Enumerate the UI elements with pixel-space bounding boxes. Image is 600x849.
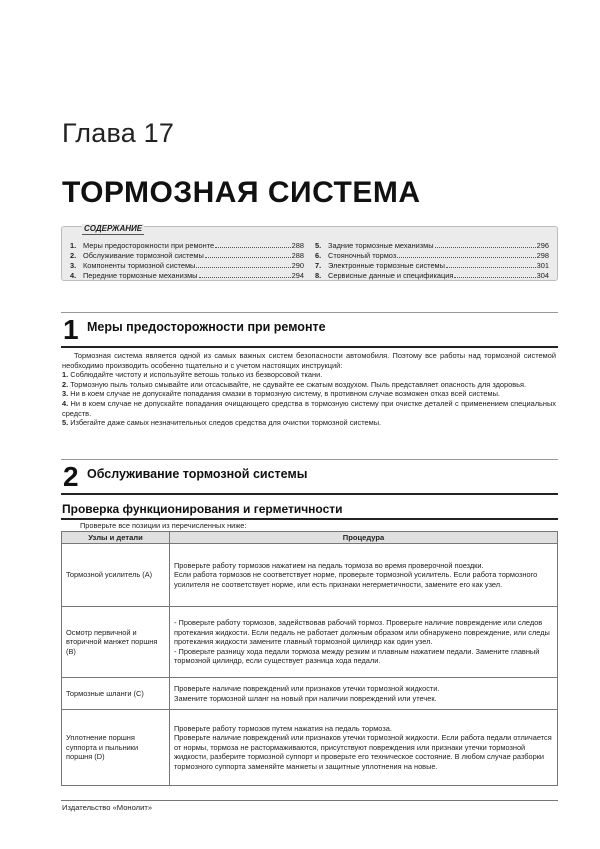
table-header-row [62,532,558,544]
toc-right-column [315,241,549,281]
toc-item-number: 7. [315,261,322,270]
toc-item-label: Обслуживание тормозной системы [83,251,204,260]
toc-item-label: Компоненты тормозной системы [83,261,196,270]
toc-item-label: Передние тормозные механизмы [83,271,198,280]
publisher-footer: Издательство «Монолит» [62,803,153,812]
toc-item-page: 301 [536,261,549,270]
chapter-label: Глава 17 [62,118,175,148]
part-cell: Тормозные шланги (C) [62,678,170,710]
section-rule [61,346,558,348]
procedure-line: - Проверьте разницу хода педали тормоза между резким и плавным нажатием педали. Замените главный тормозной цилиндр, если существует разница хода педали. [174,646,540,666]
precautions-list [62,370,556,428]
precaution-number: 5. [62,418,69,428]
procedure-cell [170,678,558,710]
procedure-line: - Проверьте работу тормозов, задействовав рабочий тормоз. Проверьте наличие повреждение или следов протекания жидкости. Если педаль не работает должным образом или обнаружено повреждение, или следы протекания жидкости замените главный тормозной цилиндр как один узел. [174,618,550,647]
section-1-intro: Тормозная система является одной из самых важных систем безопасности автомобиля. Поэтому все работы над тормозной системой необходимо производить особенно тщательно и с учетом настоящих инструкций: [62,351,556,370]
toc-item [70,251,304,261]
section-divider [61,312,558,313]
table-row [62,710,558,786]
toc-item-number: 3. [70,261,77,270]
toc-item-page: 288 [291,241,304,250]
toc-item-page: 298 [536,251,549,260]
toc-item [70,241,304,251]
part-cell: Уплотнение поршня суппорта и пыльники поршня (D) [62,710,170,786]
procedure-line: Проверьте работу тормозов путем нажатия на педаль тормоза. [174,723,392,733]
precaution-number: 4. [62,398,69,408]
toc-leader-dots [215,241,291,248]
section-title: Меры предосторожности при ремонте [87,320,326,334]
precaution-item [62,389,556,399]
part-cell: Осмотр первичной и вторичной манжет поршня (B) [62,607,170,678]
part-cell: Тормозной усилитель (A) [62,544,170,607]
toc-item-number: 4. [70,271,77,280]
toc-leader-dots [454,271,535,278]
precaution-text: Ни в коем случае не допускайте попадания очищающего средства в тормозную систему при очистке деталей с применением специальных средств. [62,398,556,418]
precaution-number: 3. [62,389,69,399]
procedure-line: Если работа тормозов не соответствует норме, проверьте тормозной усилитель. Если работа тормозного усилителя не соответствует норме, или есть признаки негерметичности, замените его как узел. [174,570,538,589]
toc-item-page: 294 [291,271,304,280]
section-title: Обслуживание тормозной системы [87,467,308,481]
toc-left-column [70,241,304,281]
toc-item [70,271,304,281]
precaution-item [62,418,556,428]
subsection-rule [61,518,558,520]
section-number: 1 [63,314,79,345]
procedure-line: Проверьте наличие повреждений или признаков утечки тормозной жидкости. Если работа педали отличается от нормы, тормоза не растормаживаются, присутствуют повреждения или признаки утечки тормозной жидкости, разберите тормозной суппорт и проверьте его техническое состояние. В любом случае разборки тормозного суппорта заменяйте манжеты и защитные уплотнения на новые. [174,733,552,771]
toc-item-number: 2. [70,251,77,260]
precaution-text: Избегайте даже самых незначительных следов средства для очистки тормозной системы. [70,418,382,428]
column-header-procedure: Процедура [170,532,558,544]
toc-item [315,251,549,261]
precaution-number: 1. [62,370,69,380]
toc-item-page: 296 [536,241,549,250]
toc-item [315,241,549,251]
section-number: 2 [63,461,79,492]
toc-leader-dots [196,261,290,268]
table-row [62,678,558,710]
procedure-line: Проверьте наличие повреждений или признаков утечки тормозной жидкости. [174,684,440,693]
procedure-cell [170,544,558,607]
toc-heading: СОДЕРЖАНИЕ [84,224,143,233]
precaution-item [62,380,556,390]
toc-item-label: Меры предосторожности при ремонте [83,241,215,250]
table-intro: Проверьте все позиции из перечисленных ниже: [80,521,247,530]
toc-item-page: 290 [291,261,304,270]
precaution-item [62,399,556,418]
toc-item-number: 1. [70,241,77,250]
precaution-text: Тормозную пыль только смывайте или отсасывайте, не сдувайте ее сжатым воздухом. Пыль представляет опасность для здоровья. [70,379,527,389]
toc-item-label: Электронные тормозные системы [328,261,445,270]
toc-item-label: Сервисные данные и спецификация [328,271,454,280]
toc-item-page: 304 [536,271,549,280]
toc-item-label: Стояночный тормоз [328,251,397,260]
table-row [62,544,558,607]
section-1-body [62,351,556,428]
toc-leader-dots [446,261,536,268]
toc-item-number: 6. [315,251,322,260]
precaution-item [62,370,556,380]
footer-rule [61,800,558,801]
toc-box [61,226,558,281]
toc-item-number: 5. [315,241,322,250]
section-rule [61,493,558,495]
toc-item [315,271,549,281]
page-title: ТОРМОЗНАЯ СИСТЕМА [62,176,421,209]
toc-item [315,261,549,271]
table-row [62,607,558,678]
toc-leader-dots [435,241,536,248]
procedure-line: Замените тормозной шланг на новый при наличии повреждений или утечек. [174,693,437,703]
toc-leader-dots [199,271,291,278]
precaution-text: Ни в коем случае не допускайте попадания смазки в тормозную систему, в противном случае возможен отказ всей системы. [70,389,500,399]
subsection-title: Проверка функционирования и герметичности [62,502,343,516]
procedure-cell [170,607,558,678]
column-header-part: Узлы и детали [62,532,170,544]
inspection-table [61,531,558,786]
toc-item-number: 8. [315,271,322,280]
toc-item-label: Задние тормозные механизмы [328,241,434,250]
procedure-line: Проверьте работу тормозов нажатием на педаль тормоза во время проверочной поездки. [174,560,484,570]
toc-item [70,261,304,271]
toc-leader-dots [205,251,291,258]
toc-item-page: 288 [291,251,304,260]
precaution-text: Соблюдайте чистоту и используйте ветошь только из безворсовой ткани. [70,370,323,380]
toc-leader-dots [397,251,535,258]
procedure-cell [170,710,558,786]
section-divider [61,459,558,460]
precaution-number: 2. [62,379,69,389]
